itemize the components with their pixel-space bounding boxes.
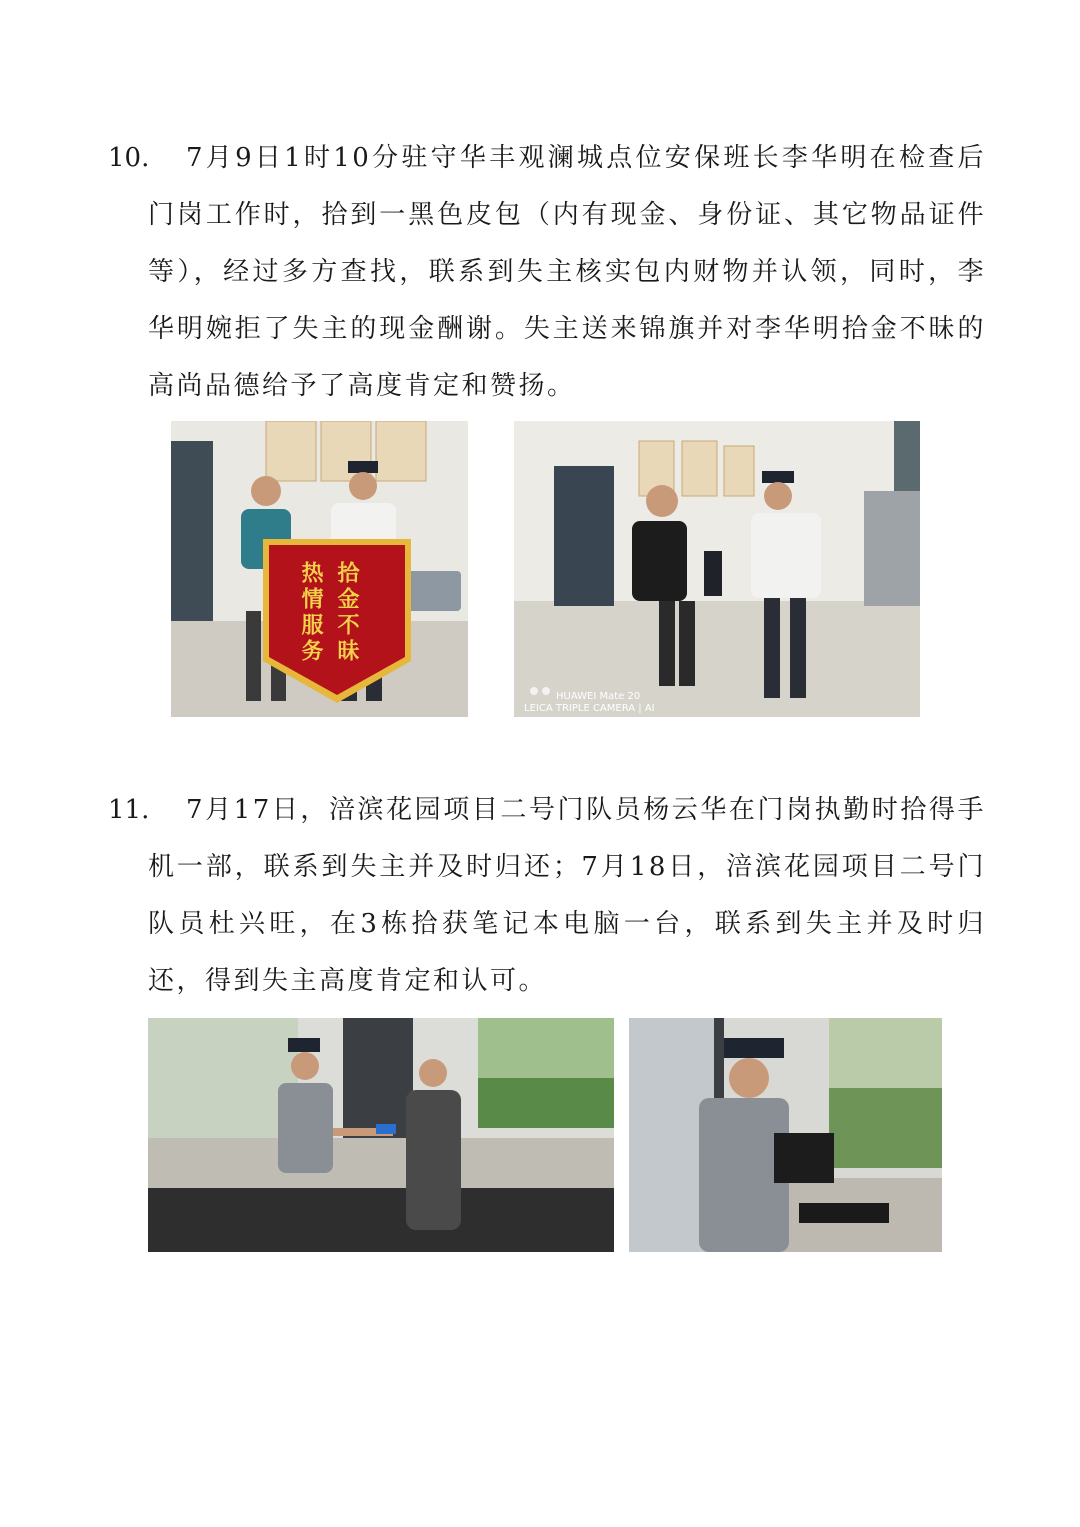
- phone-return-photo: [148, 1018, 614, 1252]
- item-paragraph: 7月17日，涪滨花园项目二号门队员杨云华在门岗执勤时拾得手机一部，联系到失主并及时归还；7月18日，涪滨花园项目二号门队员杜兴旺，在3栋拾获笔记本电脑一台，联系到失主并及时归还，得到失主高度肯定和认可。: [148, 795, 986, 996]
- camera-watermark-line-1: HUAWEI Mate 20: [556, 691, 641, 702]
- item-paragraph: 7月9日1时10分驻守华丰观澜城点位安保班长李华明在检查后门岗工作时，拾到一黑色皮包（内有现金、身份证、其它物品证件等），经过多方查找，联系到失主核实包内财物并认领，同时，李华明婉拒了失主的现金酬谢。失主送来锦旗并对李华明拾金不昧的高尚品德给予了高度肯定和赞扬。: [148, 143, 986, 401]
- laptop-return-photo: [629, 1018, 942, 1252]
- banner-presentation-photo: [171, 421, 468, 717]
- banner-line-2: 热情服务: [298, 561, 324, 665]
- return-bag-photo: [514, 421, 920, 717]
- banner-line-1: 拾金不昧: [334, 561, 360, 665]
- camera-watermark-line-2: LEICA TRIPLE CAMERA | AI: [524, 703, 655, 714]
- item-number: 11.: [108, 795, 150, 825]
- item-number: 10.: [108, 143, 150, 173]
